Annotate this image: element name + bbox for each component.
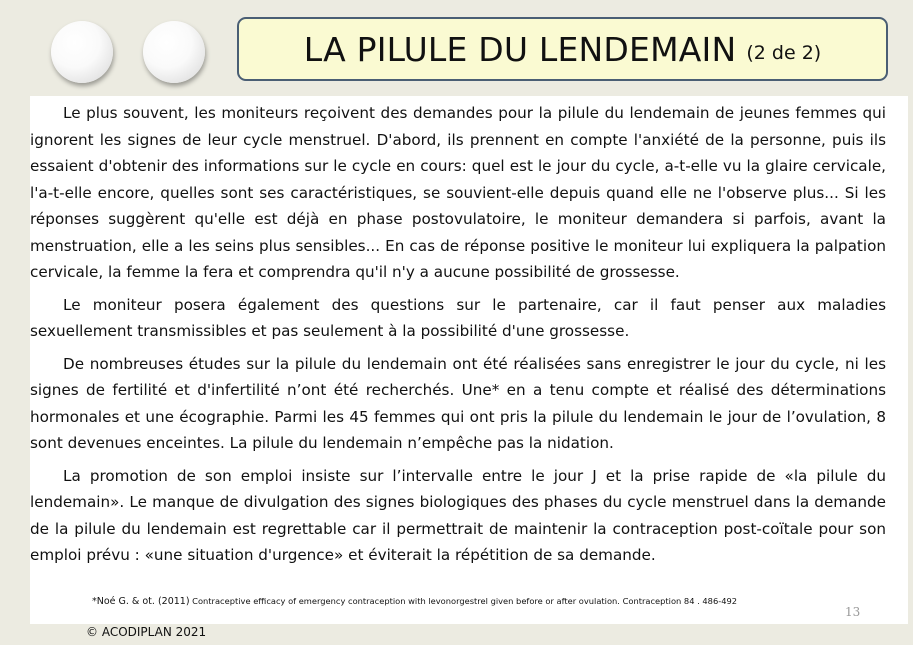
paragraph: Le plus souvent, les moniteurs reçoivent des demandes pour la pilule du lendemain de jeunes femmes qui ignorent les signes de leur cycle menstruel. D'abord, ils prennent en compte l'anxiété de la personne, puis ils essaient d'obtenir des informations sur le cycle en cours: quel est le jour du cycle, a-t-elle vu la glaire cervicale, l'a-t-elle encore, quelles sont ses caractéristiques, se souvient-elle depuis quand elle ne l'observe plus... Si les réponses suggèrent qu'elle est déjà en phase postovulatoire, le moniteur demandera si parfois, avant la menstruation, elle a les seins plus sensibles... En cas de réponse positive le moniteur lui expliquera la palpation cervicale, la femme la fera et comprendra qu'il n'y a aucune possibilité de grossesse. bbox=[30, 104, 886, 281]
paragraph: De nombreuses études sur la pilule du lendemain ont été réalisées sans enregistrer le jour du cycle, ni les signes de fertilité et d'infertilité n’ont été recherchés. Une* en a tenu compte et réalisé des déterminations hormonales et une écographie. Parmi les 45 femmes qui ont pris la pilule du lendemain le jour de l’ovulation, 8 sont devenues enceintes. La pilule du lendemain n’empêche pas la nidation. bbox=[30, 354, 886, 452]
body-text bbox=[30, 100, 886, 575]
page-number: 13 bbox=[845, 605, 861, 619]
page-subtitle: (2 de 2) bbox=[746, 42, 822, 64]
footnote-reference: Contraceptive efficacy of emergency contraception with levonorgestrel given before or after ovulation. Contraception 84 . 486-492 bbox=[192, 596, 738, 606]
title-box bbox=[237, 17, 888, 81]
footnote-authors: *Noé G. & ot. (2011) bbox=[92, 596, 190, 607]
paragraph: La promotion de son emploi insiste sur l’intervalle entre le jour J et la prise rapide de «la pilule du lendemain». Le manque de divulgation des signes biologiques des phases du cycle menstruel dans la demande de la pilule du lendemain est regrettable car il permettrait de maintenir la contraception post-coïtale pour son emploi prévu : «une situation d'urgence» et éviterait la répétition de sa demande. bbox=[30, 466, 886, 564]
decorative-circle-left bbox=[51, 21, 113, 83]
decorative-circle-right bbox=[143, 21, 205, 83]
footnote bbox=[92, 596, 737, 607]
paragraph: Le moniteur posera également des questions sur le partenaire, car il faut penser aux maladies sexuellement transmissibles et pas seulement à la possibilité d'une grossesse. bbox=[30, 295, 886, 340]
page-title: LA PILULE DU LENDEMAIN bbox=[303, 29, 737, 69]
copyright: © ACODIPLAN 2021 bbox=[86, 625, 207, 639]
